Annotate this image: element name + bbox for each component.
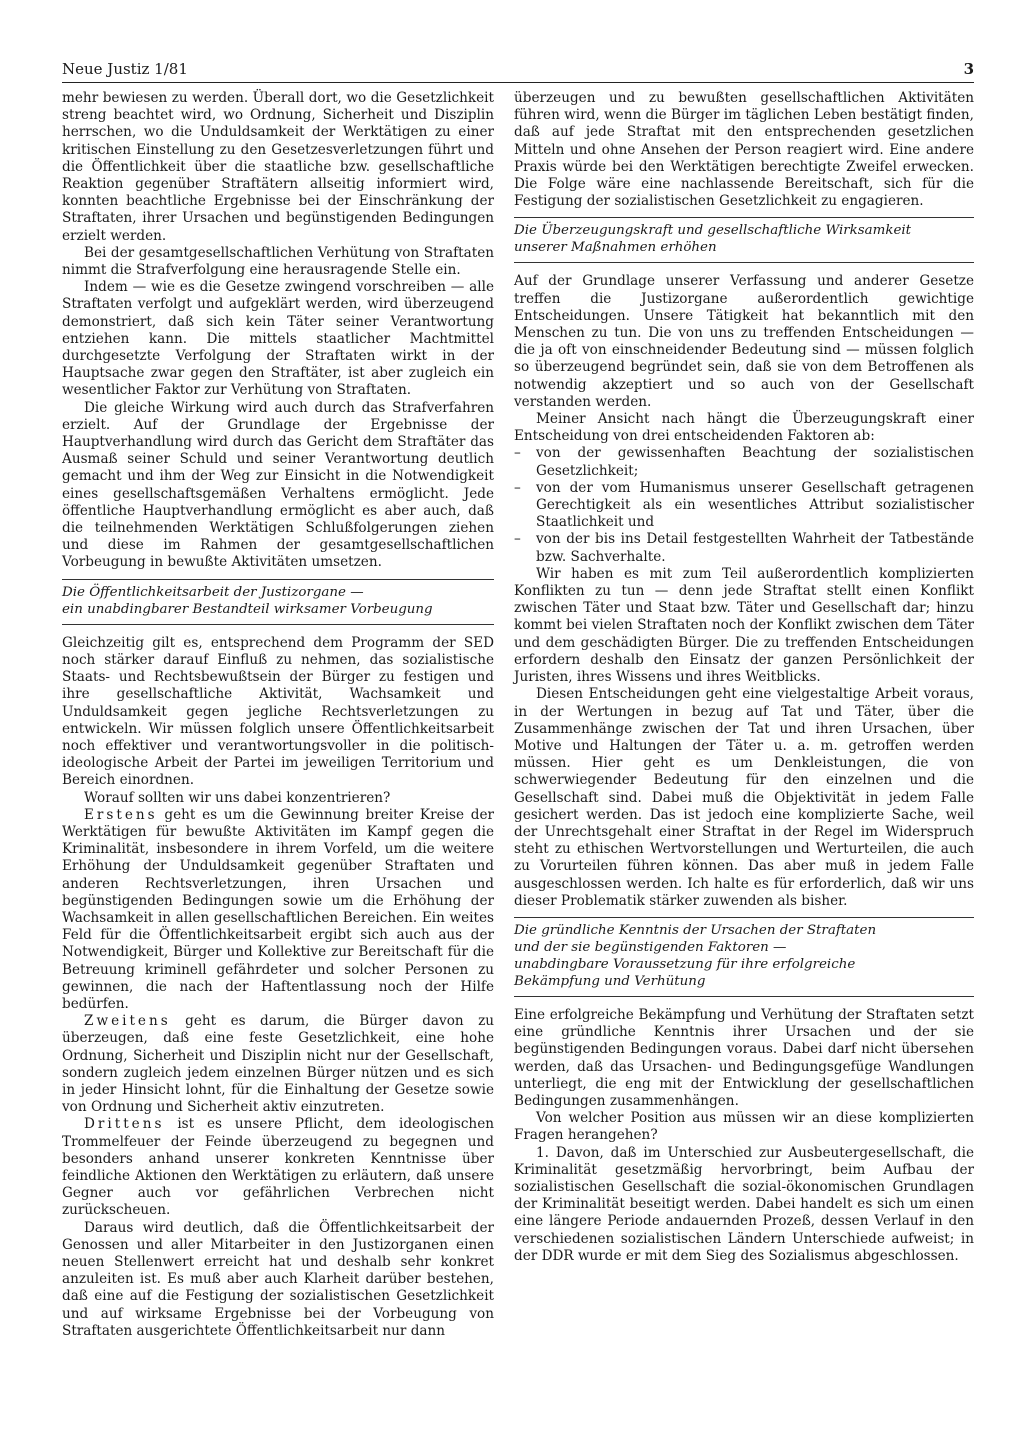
paragraph	[62, 1013, 494, 1116]
paragraph: Diesen Entscheidungen geht eine vielgestaltige Arbeit voraus, in der Wertungen in bezug auf Tat und Täter, über die Zusammenhänge zwischen der Tat und ihren Ursachen, über Motive und Haltungen der Täter u. a. m. getroffen werden müssen. Hier geht es um Denkleistungen, die von schwerwiegender Bedeutung für den einzelnen und die Gesellschaft sind. Dabei muß die Objektivität in jedem Falle gesichert werden. Das ist jedoch eine komplizierte Sache, weil der Unrechtsgehalt einer Straftat in der Regel im Widerspruch steht zu ethischen Wertvorstellungen und Werturteilen, die auch zu Vorurteilen führen können. Das aber muß in jedem Falle ausgeschlossen werden. Ich halte es für erforderlich, daß wir uns dieser Problematik stärker zuwenden als bisher.	[514, 686, 974, 909]
section-heading	[62, 579, 494, 625]
list-item: – von der bis ins Detail festgestellten Wahrheit der Tatbestände bzw. Sachverhalte.	[514, 531, 974, 565]
paragraph: Indem — wie es die Gesetze zwingend vorschreiben — alle Straftaten verfolgt und aufgeklärt werden, wird überzeugend demonstriert, daß sich kein Täter seiner Verantwortung entziehen kann. Die mittels staatlicher Machtmittel durchgesetzte Verfolgung der Straftaten wirkt in der Hauptsache zwar gegen den Straftäter, ist aber zugleich ein wesentlicher Faktor zur Verhütung von Straftaten.	[62, 279, 494, 399]
left-column	[62, 90, 494, 1340]
heading-line: unabdingbare Voraussetzung für ihre erfolgreiche	[514, 956, 856, 972]
paragraph: Die gleiche Wirkung wird auch durch das Strafverfahren erzielt. Auf der Grundlage der Ergebnisse der Hauptverhandlung wird durch das Gericht dem Straftäter das Ausmaß seiner Schuld und seiner Verantwortung deutlich gemacht und ihm der Weg zur Einsicht in die Notwendigkeit eines gesellschaftsgemäßen Verhaltens ermöglicht. Jede öffentliche Hauptverhandlung ermöglicht es aber auch, daß die teilnehmenden Werktätigen Schlußfolgerungen ziehen und diese im Rahmen der gesamtgesellschaftlichen Vorbeugung in bewußte Aktivitäten umsetzen.	[62, 399, 494, 571]
paragraph	[62, 1116, 494, 1219]
paragraph-lead: Drittens	[84, 1116, 165, 1133]
page-header	[62, 60, 974, 83]
paragraph	[62, 807, 494, 1013]
paragraph: überzeugen und zu bewußten gesellschaftlichen Aktivitäten führen wird, wenn die Bürger im täglichen Leben bestätigt finden, daß auf jede Straftat mit den entsprechenden gesetzlichen Mitteln und ohne Ansehen der Person reagiert wird. Eine andere Praxis würde bei den Werktätigen berechtigte Zweifel erwecken. Die Folge wäre eine nachlassende Bereitschaft, sich für die Festigung der sozialistischen Gesetzlichkeit zu engagieren.	[514, 90, 974, 210]
paragraph: 1. Davon, daß im Unterschied zur Ausbeutergesellschaft, die Kriminalität gesetzmäßig hervorbringt, beim Aufbau der sozialistischen Gesellschaft die sozial-ökonomischen Grundlagen der Kriminalität beseitigt werden. Dabei handelt es sich um einen eine längere Periode andauernden Prozeß, dessen Verlauf in den verschiedenen sozialistischen Ländern Unterschiede aufweist; in der DDR wurde er mit dem Sieg des Sozialismus abgeschlossen.	[514, 1144, 974, 1264]
paragraph: Eine erfolgreiche Bekämpfung und Verhütung der Straftaten setzt eine gründliche Kenntnis ihrer Ursachen und der sie begünstigenden Bedingungen voraus. Dabei darf nicht übersehen werden, daß das Ursachen- und Bedingungsgefüge Wandlungen unterliegt, die eng mit der Entwicklung der gesellschaftlichen Bedingungen zusammenhängen.	[514, 1006, 974, 1109]
heading-line: Die Öffentlichkeitsarbeit der Justizorgane —	[62, 584, 364, 600]
paragraph-body: geht es um die Gewinnung breiter Kreise der Werktätigen für bewußte Aktivitäten im Kampf gegen die Kriminalität, insbesondere in ihrem Vorfeld, um die weitere Erhöhung der Unduldsamkeit gegenüber Straftaten und anderen Rechtsverletzungen, ihren Ursachen und begünstigenden Bedingungen sowie um die Erhöhung der Wachsamkeit in allen gesellschaftlichen Bereichen. Ein weites Feld für die Öffentlichkeitsarbeit ergibt sich auch aus der Notwendigkeit, Bürger und Kollektive zur Bereitschaft für die Betreuung kriminell gefährdeter und solcher Personen zu gewinnen, die nach der Haftentlassung noch der Hilfe bedürfen.	[62, 806, 494, 1012]
heading-line: Bekämpfung und Verhütung	[514, 973, 706, 989]
paragraph-body: ist es unsere Pflicht, dem ideologischen Trommelfeuer der Feinde überzeugend zu begegnen und besonders anhand unserer konkreten Kenntnisse über feindliche Aktionen den Werktätigen zu erläutern, daß unsere Gegner auch vor gefährlichen Verbrechen nicht zurückscheuen.	[62, 1116, 494, 1219]
paragraph: Meiner Ansicht nach hängt die Überzeugungskraft einer Entscheidung von drei entscheidenden Faktoren ab:	[514, 411, 974, 445]
paragraph: mehr bewiesen zu werden. Überall dort, wo die Gesetzlichkeit streng beachtet wird, wo Ordnung, Sicherheit und Disziplin herrschen, wo die Unduldsamkeit der Werktätigen zu einer kritischen Einstellung zu den Gesetzesverletzungen führt und die Öffentlichkeit über die staatliche bzw. gesellschaftliche Reaktion gegenüber Straftätern allseitig informiert wird, konnten beachtliche Ergebnisse bei der Einschränkung der Straftaten, ihrer Ursachen und begünstigenden Bedingungen erzielt werden.	[62, 90, 494, 244]
right-column	[514, 90, 974, 1265]
paragraph-lead: Zweitens	[84, 1013, 171, 1030]
page-number: 3	[963, 60, 974, 78]
heading-line: unserer Maßnahmen erhöhen	[514, 240, 717, 256]
journal-title: Neue Justiz 1/81	[62, 60, 188, 78]
factor-list	[514, 445, 974, 565]
heading-line: Die Überzeugungskraft und gesellschaftliche Wirksamkeit	[514, 223, 912, 239]
list-item: – von der vom Humanismus unserer Gesellschaft getragenen Gerechtigkeit als ein wesentliches Attribut sozialistischer Staatlichkeit und	[514, 480, 974, 532]
section-heading	[514, 217, 974, 263]
heading-line: und der sie begünstigenden Faktoren —	[514, 939, 787, 955]
list-item: – von der gewissenhaften Beachtung der sozialistischen Gesetzlichkeit;	[514, 445, 974, 479]
paragraph: Auf der Grundlage unserer Verfassung und anderer Gesetze treffen die Justizorgane außerordentlich gewichtige Entscheidungen. Unsere Tätigkeit hat bekanntlich mit den Menschen zu tun. Die von uns zu treffenden Entscheidungen — die ja oft von einschneidender Bedeutung sind — müssen folglich so überzeugend begründet sein, daß sie von dem Betroffenen als notwendig akzeptiert und so auch von der Gesellschaft verstanden werden.	[514, 273, 974, 410]
heading-line: ein unabdingbarer Bestandteil wirksamer Vorbeugung	[62, 601, 433, 617]
paragraph: Von welcher Position aus müssen wir an diese komplizierten Fragen herangehen?	[514, 1110, 974, 1144]
heading-line: Die gründliche Kenntnis der Ursachen der Straftaten	[514, 922, 877, 938]
paragraph: Daraus wird deutlich, daß die Öffentlichkeitsarbeit der Genossen und aller Mitarbeiter in den Justizorganen einen neuen Stellenwert erreicht hat und deshalb sehr konkret anzuleiten ist. Es muß aber auch Klarheit darüber bestehen, daß eine auf die Festigung der sozialistischen Gesetzlichkeit und auf wirksame Ergebnisse bei der Vorbeugung von Straftaten ausgerichtete Öffentlichkeitsarbeit nur dann	[62, 1219, 494, 1339]
paragraph: Wir haben es mit zum Teil außerordentlich komplizierten Konflikten zu tun — denn jede Straftat stellt einen Konflikt zwischen Täter und Staat bzw. Täter und Gesellschaft dar; hinzu kommt bei vielen Straftaten noch der Konflikt zwischen dem Täter und dem geschädigten Bürger. Die zu treffenden Entscheidungen erfordern deshalb den Einsatz der ganzen Persönlichkeit der Juristen, ihres Wissens und ihres Weitblicks.	[514, 565, 974, 686]
section-heading	[514, 917, 974, 997]
paragraph: Worauf sollten wir uns dabei konzentrieren?	[84, 789, 391, 806]
paragraph: Bei der gesamtgesellschaftlichen Verhütung von Straftaten nimmt die Strafverfolgung eine herausragende Stelle ein.	[62, 244, 494, 279]
paragraph: Gleichzeitig gilt es, entsprechend dem Programm der SED noch stärker darauf Einfluß zu nehmen, das sozialistische Staats- und Rechtsbewußtsein der Bürger zu festigen und ihre gesellschaftliche Aktivität, Wachsamkeit und Unduldsamkeit gegen jegliche Rechtsverletzungen zu entwickeln. Wir müssen folglich unsere Öffentlichkeitsarbeit noch effektiver und verantwortungsvoller in die politisch-ideologische Arbeit der Partei im jeweiligen Territorium und Bereich einordnen.	[62, 634, 494, 789]
paragraph-lead: Erstens	[84, 806, 158, 823]
paragraph-body: geht es darum, die Bürger davon zu überzeugen, daß eine feste Gesetzlichkeit, eine hohe Ordnung, Sicherheit und Disziplin nicht nur der Gesellschaft, sondern zugleich jedem einzelnen Bürger nützen und es sich in jeder Hinsicht lohnt, für die Einhaltung der Gesetze sowie von Ordnung und Sicherheit aktiv einzutreten.	[62, 1013, 494, 1116]
